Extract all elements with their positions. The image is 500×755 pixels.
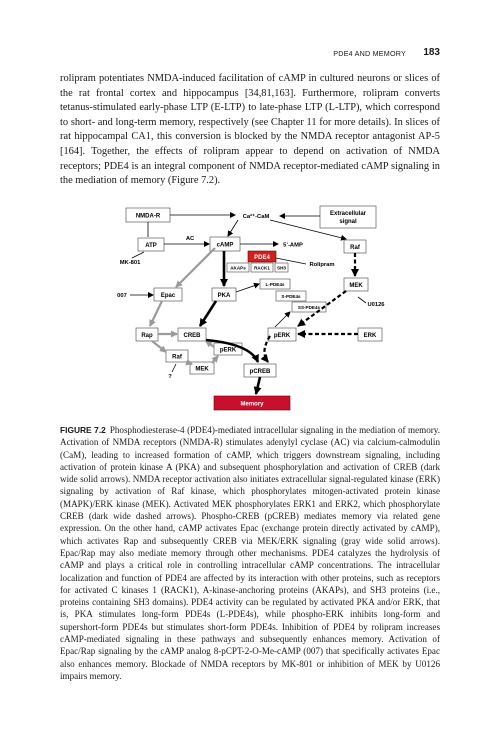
mek-low-label: MEK xyxy=(195,366,209,373)
extracellular-label-2: signal xyxy=(339,219,357,225)
line-mk801-block xyxy=(132,252,144,258)
perk-low-label: pERK xyxy=(219,347,237,354)
arrow-pcreb-memory xyxy=(256,377,260,394)
figure-caption xyxy=(60,424,440,682)
mk801-label: MK-801 xyxy=(119,260,141,266)
memory-label: Memory xyxy=(240,401,264,408)
running-head xyxy=(60,48,440,62)
nmda-r-label: NMDA-R xyxy=(135,213,161,220)
pathway-diagram xyxy=(110,202,400,412)
pka-label: PKA xyxy=(217,293,231,299)
ca-cam-label: Ca²⁺-CaM xyxy=(242,214,270,220)
arrow-cacam-camp xyxy=(228,220,238,236)
raf-top-label: Raf xyxy=(350,245,360,251)
arrow-pka-lpde4s xyxy=(236,284,259,292)
gray-arrows xyxy=(150,248,218,364)
ss-pde4s-label: SS-PDE4s xyxy=(297,305,321,310)
arrow-mek-perk xyxy=(212,356,218,363)
page-number: 183 xyxy=(423,47,440,58)
rolipram-label: Rolipram xyxy=(309,262,335,268)
rap-label: Rap xyxy=(141,333,153,339)
caption-text: Phosphodiesterase-4 (PDE4)-mediated intracellular signaling in the mediation of memory. Activation of NMDA receptors (NMDA-R) stimulates adenylyl cyclase (AC) via calcium-calmodulin (CaM), leading to increased formation of cAMP, which triggers downstream signaling, including activation of protein kinase A (PKA) and subsequent phosphorylation and activation of CREB (dark wide solid arrows). NMDA receptor activation also initiates extracellular signal-regulated kinase (ERK) signaling by activation of Raf kinase, which phosphorylates mitogen-activated protein kinase (MAPK)/ERK kinase (MEK). Activated MEK phosphorylates ERK1 and ERK2, which phosphorylate CREB (dark wide dashed arrows). Phospho-CREB (pCREB) mediates memory via related gene expression. On the other hand, cAMP activates Epac (exchange protein directly activated by cAMP), which activates Rap and subsequently CREB via MEK/ERK signaling (gray wide solid arrows). Epac/Rap may also mediate memory through other mechanisms. PDE4 catalyzes the hydrolysis of cAMP and plays a critical role in controlling intracellular cAMP concentrations. The intracellular localization and function of PDE4 are affected by its interaction with other proteins, such as receptors for activated C kinases 1 (RACK1), A-kinase-anchoring proteins (AKAPs), and SH3 proteins (i.e., proteins containing SH3 domains). PDE4 activity can be regulated by activated PKA and/or ERK, that is, PKA stimulates long-form PDE4s (L-PDE4s), while phospho-ERK inhibits long-form and supershort-form PDE4s but stimulates short-form PDE4s. Inhibition of PDE4 by rolipram increases cAMP-mediated signaling in these pathways and subsequently enhances memory. Activation of Epac/Rap signaling by the cAMP analog 8-pCPT-2-O-Me-cAMP (007) that specifically activates Epac also enhances memory. Blockade of NMDA receptors by MK-801 or inhibition of MEK by U0126 impairs memory. xyxy=(60,425,441,681)
rack1-label: RACK1 xyxy=(254,265,270,271)
arrow-pka-creb xyxy=(200,301,216,326)
pathway-figure xyxy=(110,202,400,412)
arrow-rap-raf xyxy=(152,341,166,352)
epac-label: Epac xyxy=(160,293,176,299)
body-paragraph: rolipram potentiates NMDA-induced facilitation of cAMP in cultured neurons or slices of the rat frontal cortex and hippocampus [34,81,163]. Furthermore, rolipram converts tetanus-stimulated early-phase LTP (E-LTP) to late-phase LTP (L-LTP), which correspond to short- and long-term memory, respectively (see Chapter 11 for more details). In slices of rat hippocampal CA1, this conversion is blocked by the NMDA receptor antagonist AP-5 [164]. Together, the effects of rolipram appear to depend on activation of NMDA receptors; PDE4 is an integral component of NMDA receptor-mediated cAMP signaling in the mediation of memory (Figure 7.2). xyxy=(60,73,440,187)
five-amp-label: 5’-AMP xyxy=(283,242,303,249)
line-raf-question xyxy=(172,364,176,372)
sh3-label: SH3 xyxy=(277,265,286,271)
pde4-label: PDE4 xyxy=(254,255,270,261)
raf-low-label: Raf xyxy=(172,354,182,361)
erk-label: ERK xyxy=(363,333,377,339)
perk-middle-label: pERK xyxy=(273,333,291,339)
arrow-camp-epac xyxy=(176,248,215,287)
s-pde4s-label: S-PDE4s xyxy=(281,294,301,299)
extracellular-label-1: Extracellular xyxy=(329,211,367,217)
akaps-label: AKAPs xyxy=(230,265,246,271)
c007-label: 007 xyxy=(117,293,127,299)
camp-label: cAMP xyxy=(216,242,234,249)
atp-label: ATP xyxy=(145,243,157,249)
question-mark: ? xyxy=(168,374,172,380)
creb-label: CREB xyxy=(183,333,201,339)
running-head-title: PDE4 AND MEMORY xyxy=(333,49,406,58)
mek-right-label: MEK xyxy=(349,283,363,289)
ac-label: AC xyxy=(185,236,195,242)
arrow-perk-pde4s xyxy=(275,312,290,327)
arrow-epac-rap xyxy=(150,301,162,326)
pcreb-label: pCREB xyxy=(249,369,271,375)
u0126-label: U0126 xyxy=(367,302,385,308)
line-u0126-block xyxy=(358,297,366,303)
caption-label: FIGURE 7.2 xyxy=(60,425,106,435)
l-pde4s-label: L-PDE4s xyxy=(265,282,285,287)
